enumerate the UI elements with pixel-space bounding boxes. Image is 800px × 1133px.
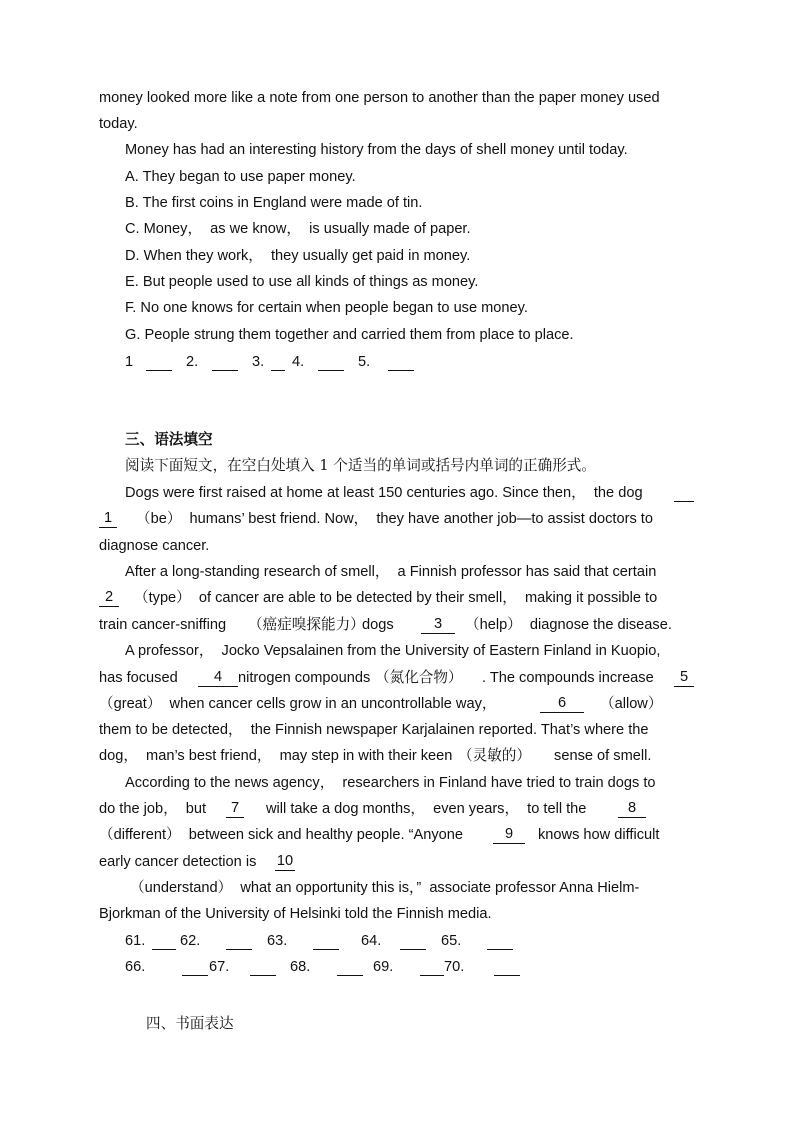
option-g: G. People strung them together and carried them from place to place.: [125, 327, 574, 343]
p4-line1: According to the news agency， researchers in Finland have tried to train dogs to: [125, 775, 656, 791]
p2-line1: After a long-standing research of smell， a Finnish professor has said that certain: [125, 564, 657, 580]
option-f: F. No one knows for certain when people began to use money.: [125, 300, 528, 316]
blank-6[interactable]: 6: [540, 694, 584, 713]
answer-label: 66.: [125, 959, 146, 975]
answer-blank[interactable]: [337, 957, 363, 976]
p4-line4-text: early cancer detection is: [99, 854, 257, 870]
answer-label: 64.: [361, 933, 382, 949]
answer-blank[interactable]: [420, 957, 444, 976]
answer-blank[interactable]: [313, 931, 339, 950]
answer-blank[interactable]: [318, 352, 344, 371]
reading-carry-line-1: money looked more like a note from one person to another than the paper money used: [99, 90, 660, 106]
option-d: D. When they work， they usually get paid in money.: [125, 248, 471, 264]
blank-8[interactable]: 8: [618, 799, 646, 818]
reading-summary: Money has had an interesting history from the days of shell money until today.: [125, 142, 628, 158]
answer-blank[interactable]: [494, 957, 520, 976]
answer-label: 5.: [358, 354, 371, 370]
p2-line3-text: train cancer-sniffing: [99, 617, 231, 633]
p4-line6: Bjorkman of the University of Helsinki told the Finnish media.: [99, 906, 492, 922]
answer-label: 67.: [209, 959, 230, 975]
answer-label: 63.: [267, 933, 288, 949]
p1-line3: diagnose cancer.: [99, 538, 210, 554]
p3-line2-compounds: nitrogen compounds: [238, 670, 375, 686]
answer-blank[interactable]: [212, 352, 238, 371]
p3-line2-gloss: （氮化合物）: [375, 670, 463, 686]
p2-line3-gloss: （癌症嗅探能力）: [248, 617, 365, 633]
blank-1[interactable]: 1: [99, 509, 117, 528]
section-heading-grammar: 三、语法填空: [125, 431, 213, 448]
answer-blank[interactable]: [400, 931, 426, 950]
p3-line5-gloss: （灵敏的）: [458, 748, 531, 764]
reading-carry-line-2: today.: [99, 116, 138, 132]
answer-blank[interactable]: [152, 931, 176, 950]
blank-3[interactable]: 3: [421, 615, 455, 634]
p4-line2-mid: will take a dog months， even years， to tell the: [266, 801, 587, 817]
option-b: B. The first coins in England were made of tin.: [125, 195, 423, 211]
p1-line2: （be） humans’ best friend. Now， they have another job—to assist doctors to: [136, 511, 653, 527]
answer-label: 2.: [186, 354, 199, 370]
blank-7[interactable]: 7: [226, 799, 244, 818]
blank-4[interactable]: 4: [198, 668, 238, 687]
answer-blank[interactable]: [146, 352, 172, 371]
p3-line5-text: dog， man’s best friend， may step in with their keen: [99, 748, 457, 764]
answer-label: 3.: [252, 354, 265, 370]
answer-label: 70.: [444, 959, 465, 975]
p2-line2: （type） of cancer are able to be detected by their smell， making it possible to: [134, 590, 658, 606]
p4-line3-end: knows how difficult: [538, 827, 660, 843]
section-heading-writing: 四、书面表达: [146, 1015, 234, 1032]
answer-label: 68.: [290, 959, 311, 975]
p4-line5: （understand） what an opportunity this is，” associate professor Anna Hielm-: [130, 880, 640, 896]
answer-label: 65.: [441, 933, 462, 949]
grammar-instruction: 阅读下面短文，在空白处填入 1 个适当的单词或括号内单词的正确形式。: [125, 457, 596, 474]
p3-line1: A professor， Jocko Vepsalainen from the University of Eastern Finland in Kuopio,: [125, 643, 661, 659]
option-a: A. They began to use paper money.: [125, 169, 356, 185]
answer-blank[interactable]: [388, 352, 414, 371]
p1-line1: Dogs were first raised at home at least 150 centuries ago. Since then， the dog: [125, 485, 643, 501]
answer-blank[interactable]: [250, 957, 276, 976]
answer-blank[interactable]: [226, 931, 252, 950]
answer-blank[interactable]: [487, 931, 513, 950]
blank-9[interactable]: 9: [493, 825, 525, 844]
p3-line3-end: （allow）: [600, 696, 663, 712]
p3-line2-text: has focused: [99, 670, 178, 686]
blank-10[interactable]: 10: [276, 853, 294, 869]
p3-line5-end: sense of smell.: [550, 748, 652, 764]
p2-line3-dogs: dogs: [358, 617, 394, 633]
p2-line3-end: （help） diagnose the disease.: [465, 617, 672, 633]
option-e: E. But people used to use all kinds of things as money.: [125, 274, 479, 290]
blank-5[interactable]: 5: [674, 668, 694, 687]
p3-line3-text: （great） when cancer cells grow in an uncontrollable way，: [99, 696, 497, 712]
answer-blank[interactable]: [182, 957, 208, 976]
answer-label: 61.: [125, 933, 146, 949]
p4-line2-text: do the job， but: [99, 801, 207, 817]
answer-blank[interactable]: [271, 352, 285, 371]
p3-line4: them to be detected， the Finnish newspaper Karjalainen reported. That’s where the: [99, 722, 649, 738]
blank-2[interactable]: 2: [99, 588, 119, 607]
answer-label: 62.: [180, 933, 201, 949]
answer-label: 69.: [373, 959, 394, 975]
option-c: C. Money， as we know， is usually made of paper.: [125, 221, 471, 237]
p4-line3-text: （different） between sick and healthy people. “Anyone: [99, 827, 463, 843]
answer-label: 4.: [292, 354, 305, 370]
blank-1-lead[interactable]: [674, 483, 694, 502]
p3-line2-end: . The compounds increase: [482, 670, 654, 686]
answer-label: 1: [125, 354, 134, 370]
